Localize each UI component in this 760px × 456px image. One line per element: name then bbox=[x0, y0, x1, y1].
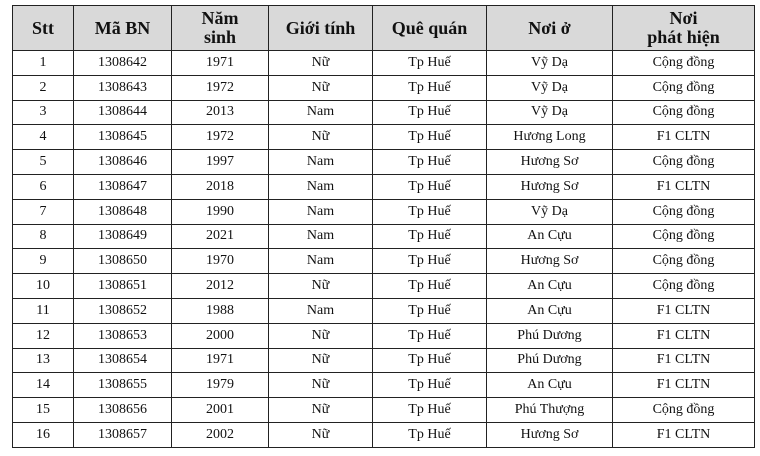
cell-ma-bn: 1308656 bbox=[74, 398, 172, 423]
table-row bbox=[13, 398, 755, 423]
cell-nam-sinh: 1972 bbox=[172, 75, 269, 100]
cell-gioi-tinh: Nữ bbox=[269, 125, 373, 150]
cell-stt: 1 bbox=[13, 51, 74, 76]
cell-que-quan: Tp Huế bbox=[373, 298, 487, 323]
cell-ma-bn: 1308648 bbox=[74, 199, 172, 224]
cell-noi-o: An Cựu bbox=[487, 274, 613, 299]
cell-gioi-tinh: Nữ bbox=[269, 274, 373, 299]
cell-gioi-tinh: Nam bbox=[269, 100, 373, 125]
cell-noi-phat-hien: F1 CLTN bbox=[613, 298, 755, 323]
cell-noi-o: An Cựu bbox=[487, 373, 613, 398]
cell-noi-o: An Cựu bbox=[487, 224, 613, 249]
cell-noi-o: Phú Thượng bbox=[487, 398, 613, 423]
cell-stt: 10 bbox=[13, 274, 74, 299]
cell-gioi-tinh: Nữ bbox=[269, 323, 373, 348]
cell-nam-sinh: 1970 bbox=[172, 249, 269, 274]
cell-noi-phat-hien: F1 CLTN bbox=[613, 174, 755, 199]
cell-gioi-tinh: Nam bbox=[269, 224, 373, 249]
cell-nam-sinh: 1990 bbox=[172, 199, 269, 224]
cell-noi-phat-hien: F1 CLTN bbox=[613, 348, 755, 373]
cell-nam-sinh: 2018 bbox=[172, 174, 269, 199]
cell-que-quan: Tp Huế bbox=[373, 51, 487, 76]
header-gioi-tinh: Giới tính bbox=[269, 6, 373, 51]
cell-noi-o: An Cựu bbox=[487, 298, 613, 323]
cell-ma-bn: 1308647 bbox=[74, 174, 172, 199]
cell-noi-o: Vỹ Dạ bbox=[487, 51, 613, 76]
cell-nam-sinh: 2012 bbox=[172, 274, 269, 299]
cell-noi-phat-hien: Cộng đồng bbox=[613, 199, 755, 224]
cell-ma-bn: 1308646 bbox=[74, 150, 172, 175]
cell-gioi-tinh: Nam bbox=[269, 199, 373, 224]
cell-noi-o: Vỹ Dạ bbox=[487, 75, 613, 100]
cell-que-quan: Tp Huế bbox=[373, 199, 487, 224]
cell-noi-phat-hien: Cộng đồng bbox=[613, 274, 755, 299]
cell-stt: 5 bbox=[13, 150, 74, 175]
cell-ma-bn: 1308642 bbox=[74, 51, 172, 76]
cell-nam-sinh: 2002 bbox=[172, 422, 269, 447]
header-row bbox=[13, 6, 755, 51]
cell-stt: 3 bbox=[13, 100, 74, 125]
cell-que-quan: Tp Huế bbox=[373, 373, 487, 398]
patient-table bbox=[12, 5, 755, 448]
cell-ma-bn: 1308644 bbox=[74, 100, 172, 125]
cell-gioi-tinh: Nữ bbox=[269, 373, 373, 398]
header-noi-phat-hien bbox=[613, 6, 755, 51]
table-row bbox=[13, 51, 755, 76]
cell-noi-o: Hương Sơ bbox=[487, 422, 613, 447]
cell-nam-sinh: 2000 bbox=[172, 323, 269, 348]
cell-noi-o: Hương Sơ bbox=[487, 150, 613, 175]
cell-gioi-tinh: Nam bbox=[269, 249, 373, 274]
cell-gioi-tinh: Nam bbox=[269, 174, 373, 199]
cell-que-quan: Tp Huế bbox=[373, 75, 487, 100]
header-que-quan: Quê quán bbox=[373, 6, 487, 51]
header-ma-bn: Mã BN bbox=[74, 6, 172, 51]
cell-que-quan: Tp Huế bbox=[373, 422, 487, 447]
table-row bbox=[13, 323, 755, 348]
table-row bbox=[13, 348, 755, 373]
cell-stt: 12 bbox=[13, 323, 74, 348]
cell-que-quan: Tp Huế bbox=[373, 150, 487, 175]
cell-noi-phat-hien: F1 CLTN bbox=[613, 422, 755, 447]
cell-noi-o: Phú Dương bbox=[487, 323, 613, 348]
cell-nam-sinh: 2001 bbox=[172, 398, 269, 423]
cell-que-quan: Tp Huế bbox=[373, 274, 487, 299]
cell-ma-bn: 1308649 bbox=[74, 224, 172, 249]
cell-stt: 2 bbox=[13, 75, 74, 100]
cell-stt: 11 bbox=[13, 298, 74, 323]
cell-gioi-tinh: Nữ bbox=[269, 51, 373, 76]
cell-nam-sinh: 1979 bbox=[172, 373, 269, 398]
cell-que-quan: Tp Huế bbox=[373, 348, 487, 373]
cell-ma-bn: 1308657 bbox=[74, 422, 172, 447]
table-row bbox=[13, 274, 755, 299]
cell-ma-bn: 1308645 bbox=[74, 125, 172, 150]
cell-stt: 15 bbox=[13, 398, 74, 423]
table-row bbox=[13, 125, 755, 150]
header-noi-phat-hien-line1: Nơi bbox=[669, 8, 698, 28]
cell-noi-o: Hương Long bbox=[487, 125, 613, 150]
cell-noi-phat-hien: Cộng đồng bbox=[613, 224, 755, 249]
cell-stt: 14 bbox=[13, 373, 74, 398]
cell-gioi-tinh: Nữ bbox=[269, 348, 373, 373]
header-noi-o: Nơi ở bbox=[487, 6, 613, 51]
cell-nam-sinh: 1988 bbox=[172, 298, 269, 323]
table-row bbox=[13, 224, 755, 249]
cell-noi-phat-hien: Cộng đồng bbox=[613, 75, 755, 100]
cell-noi-o: Hương Sơ bbox=[487, 174, 613, 199]
cell-noi-phat-hien: F1 CLTN bbox=[613, 373, 755, 398]
cell-que-quan: Tp Huế bbox=[373, 323, 487, 348]
cell-gioi-tinh: Nam bbox=[269, 298, 373, 323]
cell-stt: 4 bbox=[13, 125, 74, 150]
cell-que-quan: Tp Huế bbox=[373, 100, 487, 125]
cell-nam-sinh: 1997 bbox=[172, 150, 269, 175]
table-row bbox=[13, 373, 755, 398]
cell-ma-bn: 1308653 bbox=[74, 323, 172, 348]
cell-ma-bn: 1308652 bbox=[74, 298, 172, 323]
cell-stt: 13 bbox=[13, 348, 74, 373]
cell-ma-bn: 1308650 bbox=[74, 249, 172, 274]
cell-gioi-tinh: Nam bbox=[269, 150, 373, 175]
cell-noi-phat-hien: F1 CLTN bbox=[613, 125, 755, 150]
cell-nam-sinh: 2013 bbox=[172, 100, 269, 125]
header-nam-sinh-line2: sinh bbox=[203, 27, 237, 47]
cell-noi-o: Vỹ Dạ bbox=[487, 199, 613, 224]
table-body bbox=[13, 51, 755, 448]
cell-ma-bn: 1308655 bbox=[74, 373, 172, 398]
header-nam-sinh bbox=[172, 6, 269, 51]
cell-que-quan: Tp Huế bbox=[373, 398, 487, 423]
cell-nam-sinh: 1971 bbox=[172, 348, 269, 373]
cell-noi-phat-hien: Cộng đồng bbox=[613, 51, 755, 76]
table-row bbox=[13, 174, 755, 199]
cell-stt: 9 bbox=[13, 249, 74, 274]
cell-que-quan: Tp Huế bbox=[373, 125, 487, 150]
cell-noi-o: Phú Dương bbox=[487, 348, 613, 373]
table-row bbox=[13, 100, 755, 125]
cell-que-quan: Tp Huế bbox=[373, 249, 487, 274]
cell-ma-bn: 1308651 bbox=[74, 274, 172, 299]
cell-ma-bn: 1308643 bbox=[74, 75, 172, 100]
cell-gioi-tinh: Nữ bbox=[269, 75, 373, 100]
cell-noi-phat-hien: F1 CLTN bbox=[613, 323, 755, 348]
cell-que-quan: Tp Huế bbox=[373, 224, 487, 249]
table-row bbox=[13, 150, 755, 175]
table-row bbox=[13, 298, 755, 323]
table-row bbox=[13, 249, 755, 274]
cell-noi-phat-hien: Cộng đồng bbox=[613, 100, 755, 125]
header-nam-sinh-line1: Năm bbox=[201, 8, 239, 28]
table-row bbox=[13, 75, 755, 100]
cell-ma-bn: 1308654 bbox=[74, 348, 172, 373]
cell-nam-sinh: 1971 bbox=[172, 51, 269, 76]
cell-stt: 7 bbox=[13, 199, 74, 224]
cell-stt: 8 bbox=[13, 224, 74, 249]
cell-nam-sinh: 1972 bbox=[172, 125, 269, 150]
cell-noi-phat-hien: Cộng đồng bbox=[613, 398, 755, 423]
cell-noi-phat-hien: Cộng đồng bbox=[613, 150, 755, 175]
cell-gioi-tinh: Nữ bbox=[269, 422, 373, 447]
cell-stt: 6 bbox=[13, 174, 74, 199]
cell-stt: 16 bbox=[13, 422, 74, 447]
cell-nam-sinh: 2021 bbox=[172, 224, 269, 249]
cell-noi-phat-hien: Cộng đồng bbox=[613, 249, 755, 274]
cell-noi-o: Hương Sơ bbox=[487, 249, 613, 274]
table-row bbox=[13, 199, 755, 224]
header-noi-phat-hien-line2: phát hiện bbox=[647, 27, 720, 47]
cell-que-quan: Tp Huế bbox=[373, 174, 487, 199]
cell-gioi-tinh: Nữ bbox=[269, 398, 373, 423]
header-stt: Stt bbox=[13, 6, 74, 51]
cell-noi-o: Vỹ Dạ bbox=[487, 100, 613, 125]
table-row bbox=[13, 422, 755, 447]
